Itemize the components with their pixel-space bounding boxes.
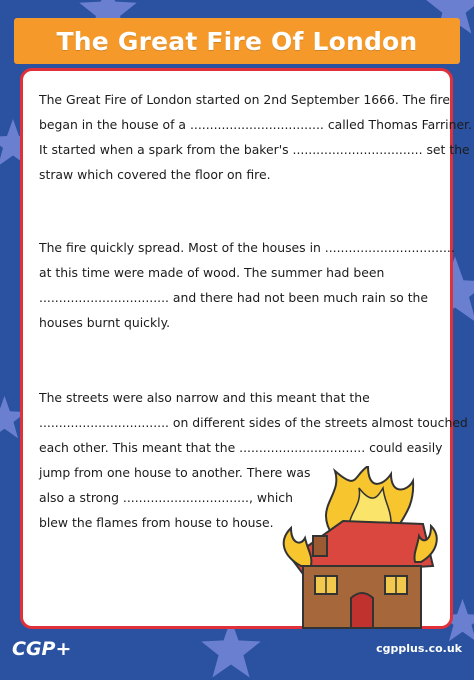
page-title: The Great Fire Of London	[56, 26, 418, 56]
website-link[interactable]: cgpplus.co.uk	[376, 642, 462, 655]
paragraph-1	[39, 87, 472, 187]
text-line: at this time were made of wood. The summer had been	[39, 265, 385, 280]
text-line: jump from one house to another. There was	[39, 465, 311, 480]
worksheet-page	[20, 68, 472, 629]
text-line: The streets were also narrow and this meant that the	[39, 390, 370, 405]
text-line: The Great Fire of London started on 2nd September 1666. The fire	[39, 92, 450, 107]
cgp-logo: CGP+	[12, 638, 72, 660]
text-line: houses burnt quickly.	[39, 315, 171, 330]
text-line: each other. This meant that the ................................ could easily	[39, 440, 443, 455]
text-line: straw which covered the floor on fire.	[39, 167, 271, 182]
text-line: The fire quickly spread. Most of the houses in .................................	[39, 240, 455, 255]
text-line: ................................. on different sides of the streets almost touched	[39, 415, 468, 430]
text-line: blew the flames from house to house.	[39, 515, 274, 530]
text-line: also a strong ................................, which	[39, 490, 293, 505]
text-line: began in the house of a .................................. called Thomas Farriner.	[39, 117, 472, 132]
text-line: It started when a spark from the baker's ................................. set the	[39, 142, 470, 157]
text-line: ................................. and there had not been much rain so the	[39, 290, 429, 305]
title-banner	[14, 18, 460, 64]
paragraph-2	[39, 235, 455, 335]
burning-house-illustration	[273, 466, 443, 631]
